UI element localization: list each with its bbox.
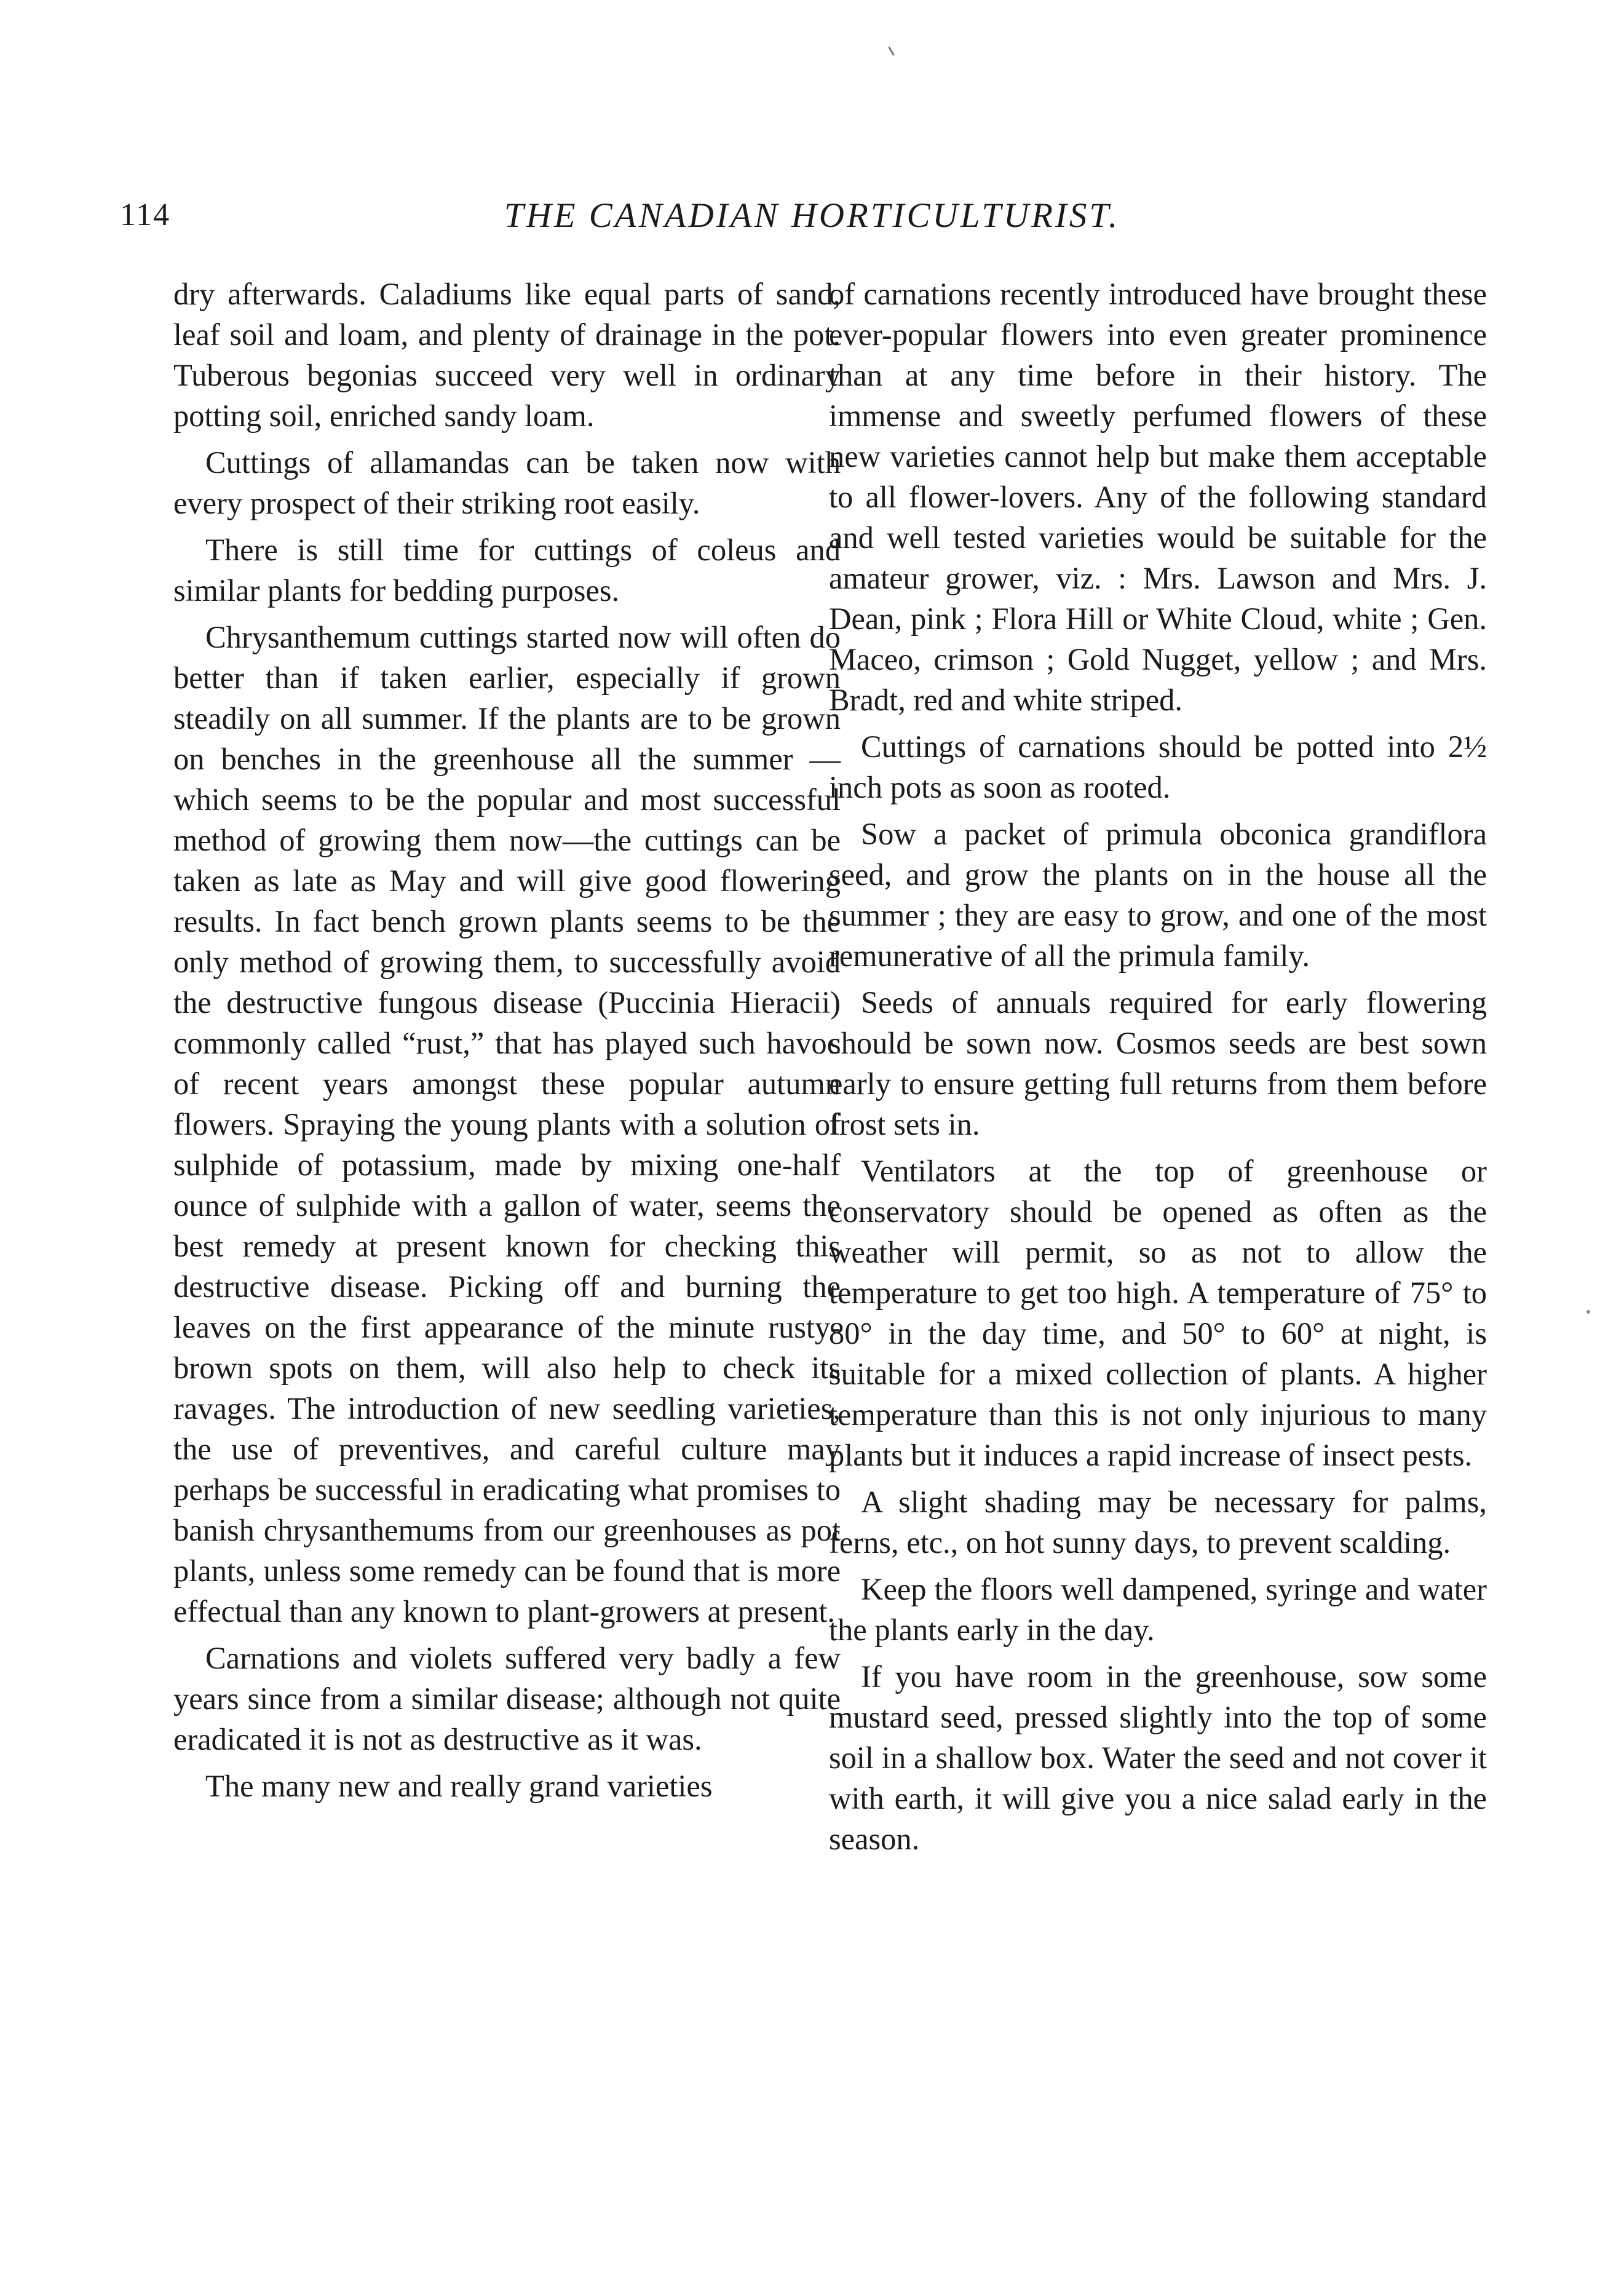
paragraph: dry afterwards. Caladiums like equal parts of sand, leaf soil and loam, and plenty of drainage in the pot. Tuberous begonias succeed very well in ordinary potting soil, enriched sandy loam. (173, 277, 841, 433)
page-number: 114 (120, 197, 171, 232)
running-title: THE CANADIAN HORTICULTURIST. (504, 196, 1120, 235)
paragraph: Keep the floors well dampened, syringe and water the plants early in the day. (829, 1572, 1487, 1647)
paragraph: A slight shading may be necessary for palms, ferns, etc., on hot sunny days, to prevent scalding. (829, 1485, 1487, 1560)
paragraph: The many new and really grand varieties (205, 1769, 713, 1803)
paragraph: Carnations and violets suffered very badly a few years since from a similar disease; although not quite eradicated it is not as destructive as it was. (173, 1641, 841, 1756)
right-column (829, 274, 1487, 1865)
paragraph: Sow a packet of primula obconica grandiflora seed, and grow the plants on in the house all the summer ; they are easy to grow, and one of the most remunerative of all the primula family. (829, 817, 1487, 973)
paragraph: Cuttings of allamandas can be taken now with every prospect of their striking root easily. (173, 445, 841, 520)
paragraph: Chrysanthemum cuttings started now will often do better than if taken earlier, especially if grown steadily on all summer. If the plants are to be grown on benches in the greenhouse all the summer — which seems to be the popular and most successful method of growing them now—the cuttings can be taken as late as May and will give good flowering results. In fact bench grown plants seems to be the only method of growing them, to successfully avoid the destructive fungous disease (Puccinia Hieracii) commonly called “rust,” that has played such havoc of recent years amongst these popular autumn flowers. Spraying the young plants with a solution of sulphide of potassium, made by mixing one-half ounce of sulphide with a gallon of water, seems the best remedy at present known for checking this destructive disease. Picking off and burning the leaves on the first appearance of the minute rusty-brown spots on them, will also help to check its ravages. The introduction of new seedling varieties, the use of preventives, and careful culture may perhaps be successful in eradicating what promises to banish chrysanthemums from our greenhouses as pot plants, unless some remedy can be found that is more effectual than any known to plant-growers at present. (173, 620, 841, 1629)
print-speck (1586, 1310, 1590, 1314)
paragraph: of carnations recently introduced have brought these ever-popular flowers into even greater prominence than at any time before in their history. The immense and sweetly perfumed flowers of these new varieties cannot help but make them acceptable to all flower-lovers. Any of the following standard and well tested varieties would be suitable for the amateur grower, viz. : Mrs. Lawson and Mrs. J. Dean, pink ; Flora Hill or White Cloud, white ; Gen. Maceo, crimson ; Gold Nugget, yellow ; and Mrs. Bradt, red and white striped. (829, 277, 1487, 717)
paragraph: Seeds of annuals required for early flowering should be sown now. Cosmos seeds are best sown early to ensure getting full returns from them before frost sets in. (829, 985, 1487, 1141)
left-column (173, 274, 841, 1812)
paragraph: If you have room in the greenhouse, sow some mustard seed, pressed slightly into the top of some soil in a shallow box. Water the seed and not cover it with earth, it will give you a nice salad early in the season. (829, 1659, 1487, 1856)
paragraph: There is still time for cuttings of coleus and similar plants for bedding purposes. (173, 533, 841, 608)
print-speck (888, 46, 895, 55)
paragraph: Cuttings of carnations should be potted into 2½ inch pots as soon as rooted. (829, 729, 1487, 804)
paragraph: Ventilators at the top of greenhouse or conservatory should be opened as often as the weather will permit, so as not to allow the temperature to get too high. A temperature of 75° to 80° in the day time, and 50° to 60° at night, is suitable for a mixed collection of plants. A higher temperature than this is not only injurious to many plants but it induces a rapid increase of insect pests. (829, 1154, 1487, 1472)
